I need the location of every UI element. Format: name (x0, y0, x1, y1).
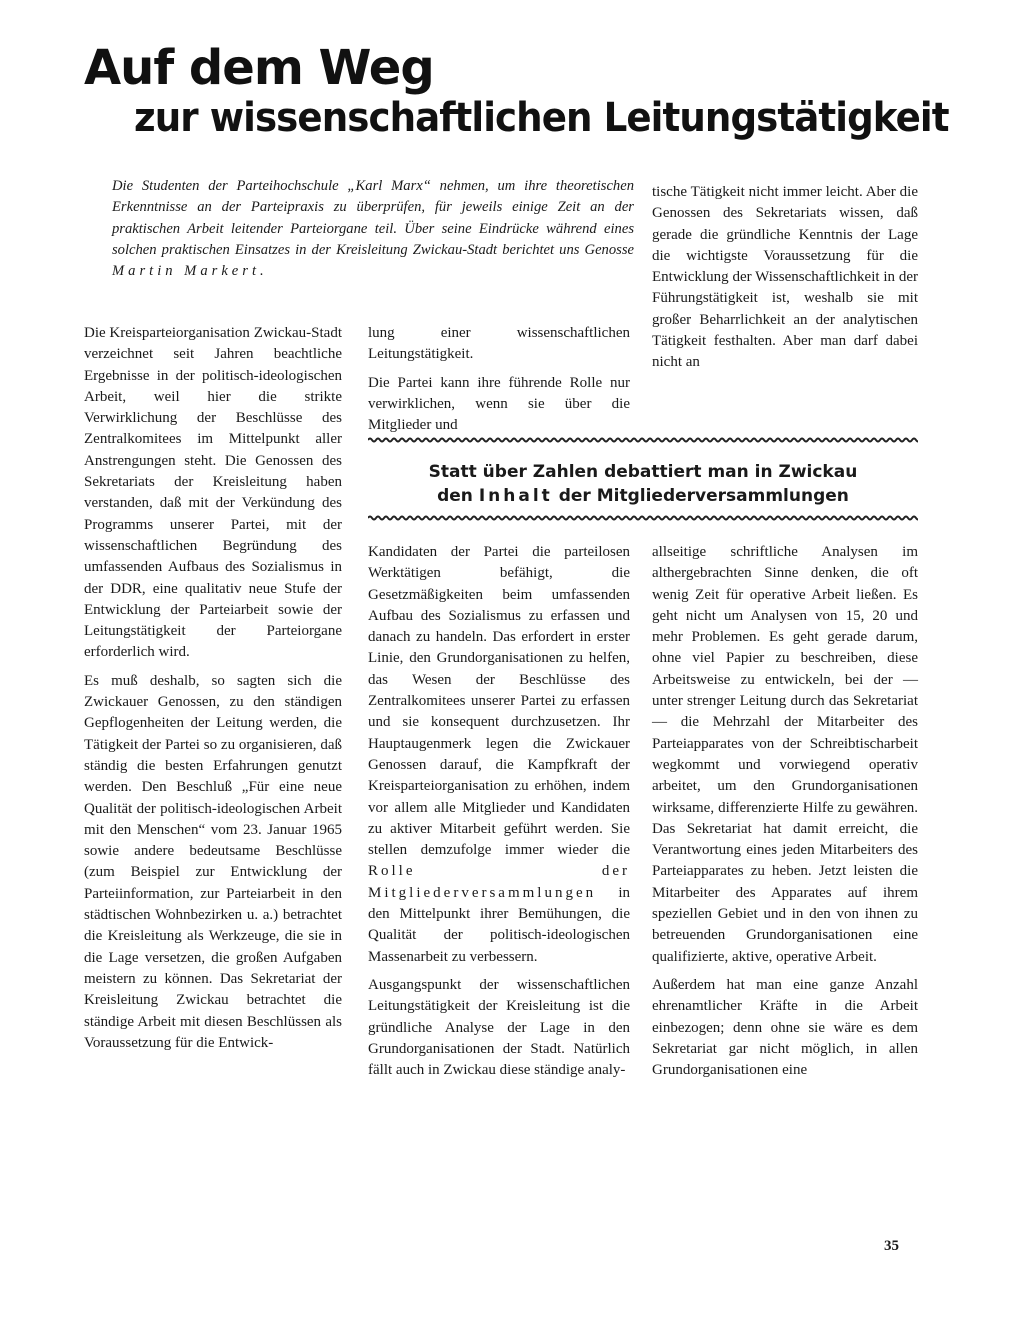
subheading-spaced-word: Inhalt (478, 486, 553, 506)
title-line-1: Auf dem Weg (84, 40, 434, 96)
column-3b-paragraph-1: allseitige schriftliche Analysen im althergebrachten Sinne denken, die oft wenig Zeit für operative Arbeit ließen. Es geht nicht um Analysen von 15, 20 und mehr Problemen. Es geht gerade darum, ohne viel Papier zu beschreiben, diese Arbeitsweise zu entwickeln, bei der — unter strenger Leitung durch das Sekretariat — die Mehrzahl der Mitarbeiter des Parteiapparates von der Schreibtischarbeit wegkommt und vorwiegend operativ arbeitet, um den Grundorganisationen wirksame, differenzierte Hilfe zu gewähren. Das Sekretariat hat damit erreicht, die Verantwortung eines jeden Mitarbeiters des Parteiapparates zu heben. Jetzt leisten die Mitarbeiter des Apparates auf ihrem speziellen Gebiet und in den von ihnen zu betreuenden Grundorganisationen eine qualifizierte, aktive, operative Arbeit. (652, 544, 918, 965)
column-2-paragraph-2: Die Partei kann ihre führende Rolle nur verwirklichen, wenn sie über die Mitglieder und (368, 374, 630, 434)
section-subheading (368, 460, 918, 508)
wavy-rule-top (368, 436, 918, 444)
wavy-line (368, 436, 918, 444)
column-2b-spaced-text: Rolle der Mitgliederversammlungen (368, 863, 630, 901)
column-2b-paragraph-1 (368, 542, 630, 968)
column-3b-paragraph-2: Außerdem hat man eine ganze Anzahl ehrenamtlicher Kräfte in die Arbeit einbezogen; denn ohne sie wäre es dem Sekretariat gar nicht möglich, in allen Grundorganisationen eine (652, 976, 918, 1079)
column-1-paragraph-2: Es muß deshalb, so sagten sich die Zwickauer Genossen, zu den ständigen Gepflogenheiten der Leitung werden, die Tätigkeit der Partei so zu organisieren, daß ständig die besten Erfahrungen genutzt werden. Den Beschluß „Für eine neue Qualität der politisch-ideologischen Arbeit mit den Menschen“ vom 23. Januar 1965 sowie andere bedeutsame Beschlüsse (zum Beispiel zur Entwicklung der Parteiinformation, zur Parteiarbeit in den städtischen Wohnbezirken u. a.) betrachtet die Kreisleitung als Werkzeuge, die sie in die Lage versetzen, die großen Aufgaben meistern zu können. Das Sekretariat der Kreisleitung Zwickau betrachtet die ständige Arbeit mit diesen Beschlüssen als Voraussetzung für die Entwick- (84, 672, 342, 1051)
wavy-line (368, 514, 918, 522)
wavy-rule-bottom (368, 514, 918, 522)
subheading-line-1: Statt über Zahlen debattiert man in Zwickau (428, 462, 858, 482)
page-number: 35 (884, 1238, 899, 1254)
column-1-paragraph-1: Die Kreisparteiorganisation Zwickau-Stadt verzeichnet seit Jahren beachtliche Ergebnisse in der politisch-ideologischen Arbeit, weil hier die strikte Verwirklichung der Beschlüsse des Zentralkomitees im Mittelpunkt aller Anstrengungen steht. Die Genossen des Sekretariats der Kreisleitung haben verstanden, daß mit der Verkündung des Programms unserer Partei, mit der wissenschaftlichen Begründung des umfassenden Aufbaus des Sozialismus in der DDR, eine qualitativ neue Stufe der Entwicklung der Parteiarbeit sowie der Leitungstätigkeit der Parteiorgane erforderlich wird. (84, 325, 342, 661)
subheading-line-2 (368, 484, 918, 508)
column-2b-paragraph-2: Ausgangspunkt der wissenschaftlichen Leitungstätigkeit der Kreisleitung ist die gründliche Analyse der Lage in den Grundorganisationen der Stadt. Natürlich fällt auch in Zwickau diese ständige analy- (368, 976, 630, 1079)
column-3-top (652, 182, 918, 374)
subheading-prefix: den (437, 486, 473, 506)
intro-text: Die Studenten der Parteihochschule „Karl Marx“ nehmen, um ihre theoretischen Erkenntnisse an der Parteipraxis zu überprüfen, für jeweils einige Zeit an der praktischen Arbeit leitender Parteiorgane teil. Über seine Eindrücke während eines solchen praktischen Einsatzes in der Kreisleitung Zwickau-Stadt berichtet uns Genosse (112, 178, 634, 258)
column-3-bottom (652, 542, 918, 1081)
title-line-2: zur wissenschaftlichen Leitungstätigkeit (134, 95, 949, 141)
column-2-paragraph-1: lung einer wissenschaftlichen Leitungstätigkeit. (368, 325, 630, 363)
intro-paragraph (112, 176, 634, 282)
column-3-paragraph-1: tische Tätigkeit nicht immer leicht. Aber die Genossen des Sekretariats wissen, daß gerade die gründliche Kenntnis der Lage die wichtigste Voraussetzung für die Entwicklung der Wissenschaftlichkeit in der Führungstätigkeit ist, weshalb sie mit großer Beharrlichkeit an der analytischen Tätigkeit festhalten. Aber man darf dabei nicht an (652, 184, 918, 371)
column-2b-text-a: Kandidaten der Partei die parteilosen Werktätigen befähigt, die Gesetzmäßigkeiten beim umfassenden Aufbau des Sozialismus zu erfassen und danach zu handeln. Das erfordert in erster Linie, den Grundorganisationen zu helfen, das Wesen der Beschlüsse des Zentralkomitees unserer Partei zu erfassen und sie konsequent durchzusetzen. Ihr Hauptaugenmerk legen die Zwickauer Genossen darauf, die Kampfkraft der Kreisparteiorganisation zu erhöhen, indem vor allem alle Mitglieder und Kandidaten zu aktiver Mitarbeit geführt werden. Sie stellen demzufolge immer wieder die (368, 544, 630, 859)
column-2-top (368, 323, 630, 436)
column-2b-text-b: in den Mittelpunkt ihrer Bemühungen, die Qualität der politisch-ideologischen Massenarbeit zu verbessern. (368, 884, 630, 965)
column-1 (84, 323, 342, 1054)
column-2-bottom (368, 542, 630, 1081)
subheading-suffix: der Mitgliederversammlungen (558, 486, 849, 506)
author-name: Martin Markert. (112, 263, 268, 280)
